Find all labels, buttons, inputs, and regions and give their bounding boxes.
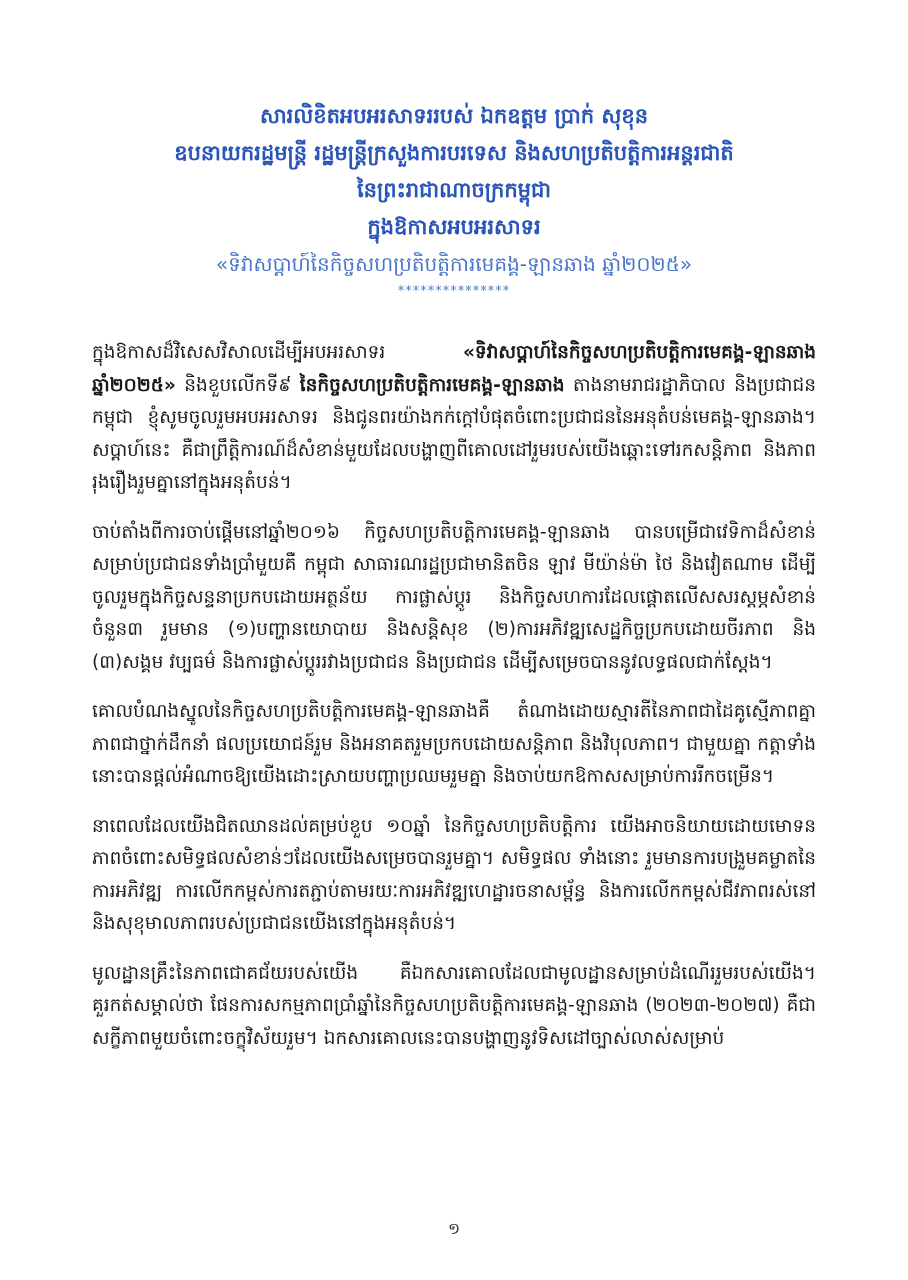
paragraph-1-event-name: «ទិវាសប្តាហ៍នៃកិច្ចសហប្រតិបត្តិការមេគង្គ-ឡានឆាង ឆ្នាំ២០២៥» — [92, 342, 816, 396]
header-occasion-line: ក្នុងឱកាសអបអរសាទរ — [367, 215, 541, 239]
header-minister-line: ឧបនាយករដ្ឋមន្ត្រី រដ្ឋមន្ត្រីក្រសួងការបរទេស និងសហប្រតិបត្តិការអន្តរជាតិ — [174, 141, 734, 165]
header-kingdom-line: នៃព្រះរាជាណាចក្រកម្ពុជា — [356, 178, 551, 202]
paragraph-3: គោលបំណងស្នូលនៃកិច្ចសហប្រតិបត្តិការមេគង្គ-ឡានឆាងគឺ តំណាងដោយស្មារតីនៃភាពជាដៃគូស្មើភាពគ្នា ភាពជាថ្នាក់ដឹកនាំ ផលប្រយោជន៍រួម និងអនាគតរួមប្រកបដោយសន្តិភាព និងវិបុលភាព។ ជាមួយគ្នា កត្តាទាំងនោះបានផ្តល់អំណាចឱ្យយើងដោះស្រាយបញ្ហាប្រឈមរួមគ្នា និងចាប់យកឱកាសសម្រាប់ការរីកចម្រើន។ — [92, 701, 816, 787]
paragraph-2: ចាប់តាំងពីការចាប់ផ្តើមនៅឆ្នាំ២០១៦ កិច្ចសហប្រតិបត្តិការមេគង្គ-ឡានឆាង បានបម្រើជាវេទិកាដ៏សំខាន់សម្រាប់ប្រជាជនទាំងប្រាំមួយគឺ កម្ពុជា សាធារណរដ្ឋប្រជាមានិតចិន ឡាវ មីយ៉ាន់ម៉ា ថៃ និងវៀតណាម ដើម្បីចូលរួមក្នុងកិច្ចសន្ទនាប្រកបដោយអត្ថន័យ ការផ្លាស់ប្តូរ និងកិច្ចសហការដែលផ្តោតលើសសរស្តម្ភសំខាន់ចំនួន៣ រួមមាន (១)បញ្ហានយោបាយ និងសន្តិសុខ (២)ការអភិវឌ្ឍសេដ្ឋកិច្ចប្រកបដោយចីរភាព និង (៣)សង្គម វប្បធម៌ និងការផ្លាស់ប្តូររវាងប្រជាជន និងប្រជាជន ដើម្បីសម្រេចបាននូវលទ្ធផលជាក់ស្តែង។ — [92, 521, 816, 673]
letter-body — [92, 337, 816, 1055]
paragraph-4: នាពេលដែលយើងជិតឈានដល់គម្រប់ខួប ១០ឆ្នាំ នៃកិច្ចសហប្រតិបត្តិការ យើងអាចនិយាយដោយមោទនភាពចំពោះសមិទ្ធផលសំខាន់ៗដែលយើងសម្រេចបានរួមគ្នា។ សមិទ្ធផល ទាំងនោះ រួមមានការបង្រួមគម្លាតនៃការអភិវឌ្ឍ ការលើកកម្ពស់ការតភ្ជាប់តាមរយៈការអភិវឌ្ឍហេដ្ឋារចនាសម្ព័ន្ធ និងការលើកកម្ពស់ជីវភាពរស់នៅ និងសុខុមាលភាពរបស់ប្រជាជនយើងនៅក្នុងអនុតំបន់។ — [92, 815, 816, 934]
paragraph-1-cooperation-name: នៃកិច្ចសហប្រតិបត្តិការមេគង្គ-ឡានឆាង — [299, 374, 565, 396]
paragraph-5: មូលដ្ឋានគ្រឹះនៃភាពជោគជ័យរបស់យើង គឺឯកសារគោលដែលជាមូលដ្ឋានសម្រាប់ដំណើររួមរបស់យើង។ គួរកត់សម្គាល់ថា ផែនការសកម្មភាពប្រាំឆ្នាំនៃកិច្ចសហប្រតិបត្តិការមេគង្គ-ឡានឆាង (២០២៣-២០២៧) គឺជាសក្ខីភាពមួយចំពោះចក្ខុវិស័យរួម។ ឯកសារគោលនេះបានបង្ហាញនូវទិសដៅច្បាស់លាស់សម្រាប់ — [92, 962, 816, 1049]
header-separator: *************** — [397, 284, 511, 299]
header-event-line: «ទិវាសប្តាហ៍នៃកិច្ចសហប្រតិបត្តិការមេគង្គ-ឡានឆាង ឆ្នាំ២០២៥» — [215, 252, 693, 276]
paragraph-1-rest: តាងនាមរាជរដ្ឋាភិបាល និងប្រជាជនកម្ពុជា ខ្ញុំសូមចូលរួមអបអរសាទរ និងជូនពរយ៉ាងកក់ក្ដៅបំផុតចំពោះប្រជាជននៃអនុតំបន់មេគង្គ-ឡានឆាង។ សប្តាហ៍នេះ គឺជាព្រឹត្តិការណ៍ដ៏សំខាន់មួយដែលបង្ហាញពីគោលដៅរួមរបស់យើងឆ្ពោះទៅរកសន្តិភាព និងភាពរុងរឿងរួមគ្នានៅក្នុងអនុតំបន់។ — [92, 374, 816, 493]
header-title-line: សារលិខិតអបអរសាទររបស់ ឯកឧត្តម ប្រាក់ សុខុន — [259, 104, 649, 128]
paragraph-1-intro: ក្នុងឱកាសដ៏វិសេសវិសាលដើម្បីអបអរសាទរ — [92, 342, 463, 363]
page-number: ១ — [447, 1219, 461, 1238]
paragraph-1 — [92, 337, 816, 500]
letter-header — [92, 98, 816, 283]
paragraph-1-connector: និងខួបលើកទី៩ — [175, 374, 300, 396]
